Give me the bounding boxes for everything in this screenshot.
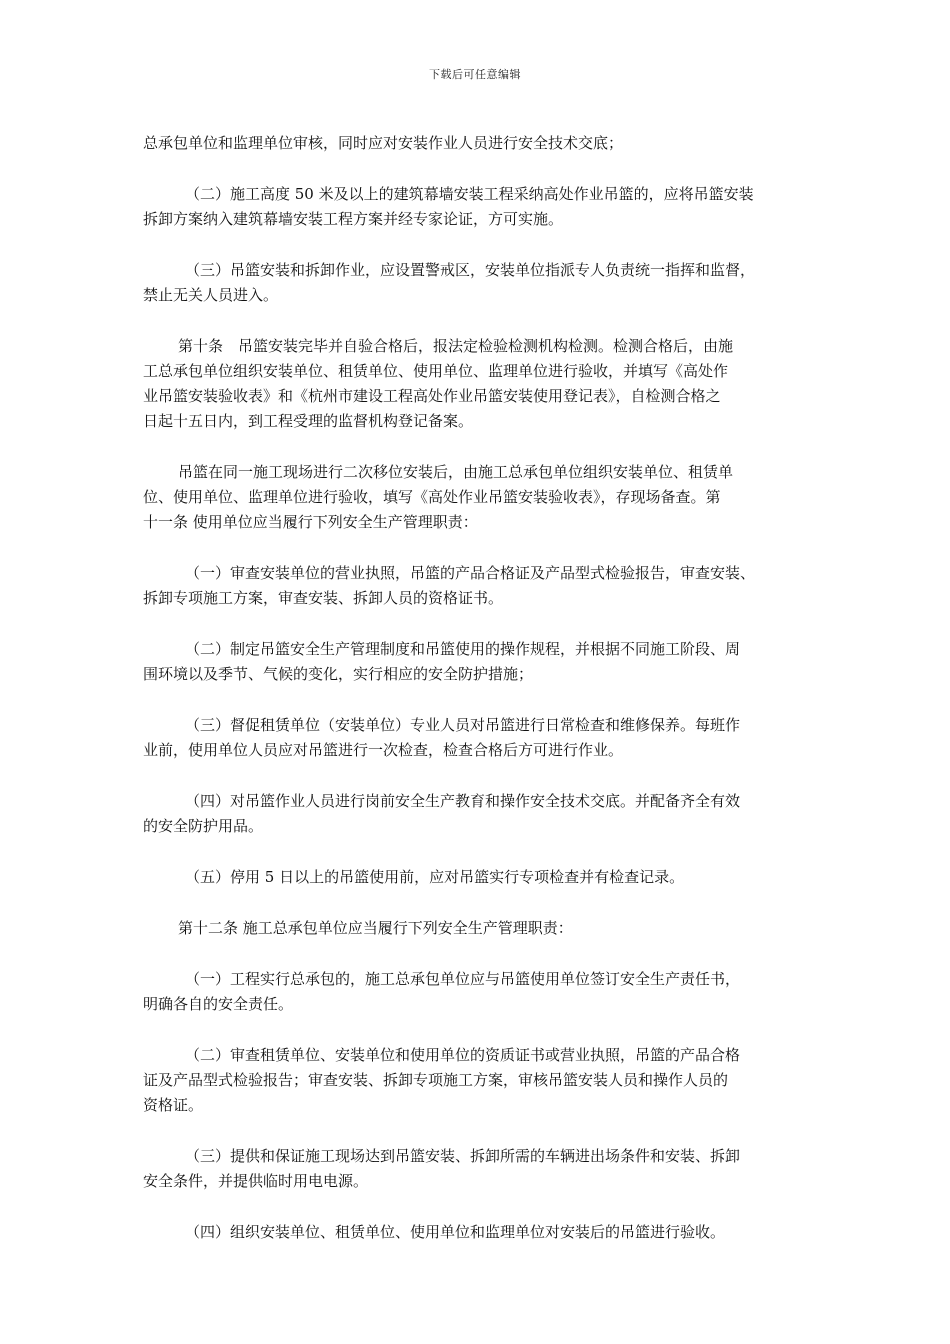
text-line: 业吊篮安装验收表》和《杭州市建设工程高处作业吊篮安装使用登记表》，自检测合格之 [143,387,721,405]
text-line: 第十二条 施工总承包单位应当履行下列安全生产管理职责： [178,919,573,937]
text-line: 明确各自的安全责任。 [143,995,294,1013]
text-line: （五）停用 5 日以上的吊篮使用前，应对吊篮实行专项检查并有检查记录。 [185,868,685,886]
paragraph-item-3 [143,258,823,308]
text-line: 安全条件，并提供临时用电电源。 [143,1172,369,1190]
paragraph-item-2 [143,637,823,687]
text-line: （三）吊篮安装和拆卸作业，应设置警戒区，安装单位指派专人负责统一指挥和监督， [185,261,756,279]
document-body [143,131,823,1271]
text-line: 拆卸专项施工方案，审查安装、拆卸人员的资格证书。 [143,589,504,607]
page-header: 下载后可任意编辑 [429,68,521,81]
text-line: 总承包单位和监理单位审核，同时应对安装作业人员进行安全技术交底； [143,134,624,152]
text-line: （一）审查安装单位的营业执照，吊篮的产品合格证及产品型式检验报告，审查安装、 [185,564,756,582]
paragraph-item-1 [143,561,823,611]
paragraph-article-12 [143,916,823,941]
text-line: （四）组织安装单位、租赁单位、使用单位和监理单位对安装后的吊篮进行验收。 [185,1223,726,1241]
paragraph-relocation [143,460,823,535]
paragraph-item-5 [143,865,823,890]
text-line: （二）审查租赁单位、安装单位和使用单位的资质证书或营业执照，吊篮的产品合格 [185,1046,741,1064]
paragraph-item-3 [143,1144,823,1194]
text-line: 围环境以及季节、气候的变化，实行相应的安全防护措施； [143,665,534,683]
paragraph-item-4 [143,1220,823,1245]
paragraph-item-2 [143,182,823,232]
paragraph-item-1 [143,967,823,1017]
text-line: （二）施工高度 50 米及以上的建筑幕墙安装工程采纳高处作业吊篮的，应将吊篮安装 [185,185,754,203]
paragraph-item-3 [143,713,823,763]
paragraph-article-10 [143,334,823,434]
paragraph-continuation [143,131,823,156]
text-line: 第十条 吊篮安装完毕并自验合格后，报法定检验检测机构检测。检测合格后，由施 [178,337,734,355]
text-line: （三）督促租赁单位（安装单位）专业人员对吊篮进行日常检查和维修保养。每班作 [185,716,741,734]
paragraph-item-2 [143,1043,823,1118]
text-line: 的安全防护用品。 [143,817,264,835]
text-line: 业前，使用单位人员应对吊篮进行一次检查，检查合格后方可进行作业。 [143,741,624,759]
paragraph-item-4 [143,789,823,839]
text-line: 吊篮在同一施工现场进行二次移位安装后，由施工总承包单位组织安装单位、租赁单 [178,463,734,481]
text-line: （一）工程实行总承包的，施工总承包单位应与吊篮使用单位签订安全生产责任书， [185,970,741,988]
text-line: 十一条 使用单位应当履行下列安全生产管理职责： [143,513,478,531]
text-line: 日起十五日内，到工程受理的监督机构登记备案。 [143,412,474,430]
text-line: （四）对吊篮作业人员进行岗前安全生产教育和操作安全技术交底。并配备齐全有效 [185,792,741,810]
text-line: 资格证。 [143,1096,204,1114]
text-line: 拆卸方案纳入建筑幕墙安装工程方案并经专家论证，方可实施。 [143,210,564,228]
text-line: 工总承包单位组织安装单位、租赁单位、使用单位、监理单位进行验收，并填写《高处作 [143,362,729,380]
text-line: （二）制定吊篮安全生产管理制度和吊篮使用的操作规程，并根据不同施工阶段、周 [185,640,741,658]
text-line: （三）提供和保证施工现场达到吊篮安装、拆卸所需的车辆进出场条件和安装、拆卸 [185,1147,741,1165]
text-line: 禁止无关人员进入。 [143,286,279,304]
text-line: 位、使用单位、监理单位进行验收，填写《高处作业吊篮安装验收表》，存现场备查。第 [143,488,721,506]
text-line: 证及产品型式检验报告；审查安装、拆卸专项施工方案，审核吊篮安装人员和操作人员的 [143,1071,729,1089]
